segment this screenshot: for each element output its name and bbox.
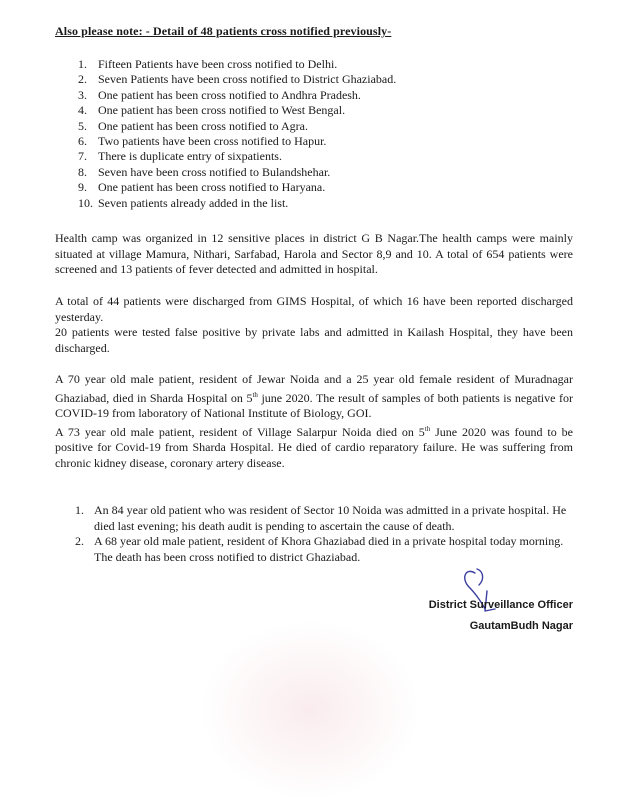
item-text: A 68 year old male patient, resident of Khora Ghaziabad died in a private hospital today morning. The death has been cross notified to district Ghaziabad. (94, 534, 564, 564)
list-item (78, 72, 396, 87)
item-number: 1. (75, 503, 84, 517)
item-text: Fifteen Patients have been cross notified to Delhi. (98, 57, 338, 71)
item-text: Two patients have been cross notified to Hapur. (98, 134, 327, 149)
item-number: 10. (78, 195, 93, 210)
superscript: th (424, 424, 431, 433)
item-number: 7. (78, 149, 87, 164)
item-text: One patient has been cross notified to West Bengal. (98, 103, 346, 118)
paragraph-text (55, 372, 573, 422)
text-run: A 73 year old male patient, resident of Village Salarpur Noida died on 5 (55, 424, 425, 439)
text-run: june 2020. The result of samples of both patients is negative for COVID-19 from laboratory of National Institute of Biology, GOI. (55, 390, 573, 421)
item-number: 2. (78, 72, 87, 87)
item-text: One patient has been cross notified to Andhra Pradesh. (98, 87, 361, 102)
item-text: Seven have been cross notified to Bulandshehar. (98, 164, 331, 179)
deaths-list (75, 503, 575, 565)
item-number: 5. (78, 118, 87, 133)
paper-stain (200, 620, 420, 800)
paragraph-text: A total of 44 patients were discharged from GIMS Hospital, of which 16 have been reported discharged yesterday. (55, 294, 573, 324)
paragraph-text (55, 422, 573, 472)
list-item (78, 119, 396, 134)
text-run: June 2020 was found to be positive for Covid-19 from Sharda Hospital. He died of cardio reparatory failure. He was suffering from chronic kidney disease, coronary artery disease. (55, 424, 573, 470)
list-item (78, 103, 396, 118)
list-item (78, 57, 396, 72)
list-item (78, 196, 396, 211)
list-item (75, 503, 575, 534)
item-text: One patient has been cross notified to Haryana. (98, 180, 326, 195)
paragraph-text: Health camp was organized in 12 sensitive places in district G B Nagar.The health camps were mainly situated at village Mamura, Nithari, Sarfabad, Harola and Sector 8,9 and 10. A total of 654 patients were screened and 13 patients of fever detected and admitted in hospital. (55, 231, 573, 277)
item-number: 4. (78, 103, 87, 118)
item-number: 1. (78, 57, 87, 71)
list-item (78, 88, 396, 103)
item-text: Seven Patients have been cross notified to District Ghaziabad. (98, 72, 397, 87)
item-text: Seven patients already added in the list. (98, 195, 289, 210)
item-number: 9. (78, 180, 87, 195)
item-text: There is duplicate entry of sixpatients. (98, 149, 282, 164)
health-camp-paragraph (55, 231, 573, 278)
item-number: 2. (75, 534, 84, 549)
item-number: 6. (78, 134, 87, 149)
text-run: A 70 year old male patient, resident of Jewar Noida and a 25 year old female resident of Muradnagar Ghaziabad, died in Sharda Hospital on 5 (55, 372, 573, 405)
section-heading: Also please note: - Detail of 48 patients cross notified previously- (55, 24, 392, 38)
item-number: 3. (78, 87, 87, 102)
signatory-location: GautamBudh Nagar (469, 620, 573, 632)
item-text: An 84 year old patient who was resident of Sector 10 Noida was admitted in a private hospital. He died last evening; his death audit is pending to ascertain the cause of death. (94, 503, 567, 533)
list-item (78, 134, 396, 149)
list-item (78, 180, 396, 195)
discharge-paragraph (55, 294, 573, 356)
deaths-paragraph (55, 372, 573, 472)
signatory-title: District Surveillance Officer (428, 599, 573, 611)
list-item (78, 165, 396, 180)
paragraph-text: 20 patients were tested false positive by private labs and admitted in Kailash Hospital, they have been discharged. (55, 325, 573, 355)
list-item (78, 149, 396, 164)
item-text: One patient has been cross notified to Agra. (98, 118, 308, 133)
cross-notified-list (78, 57, 396, 211)
item-number: 8. (78, 164, 87, 179)
list-item (75, 534, 575, 565)
superscript: th (252, 390, 258, 399)
